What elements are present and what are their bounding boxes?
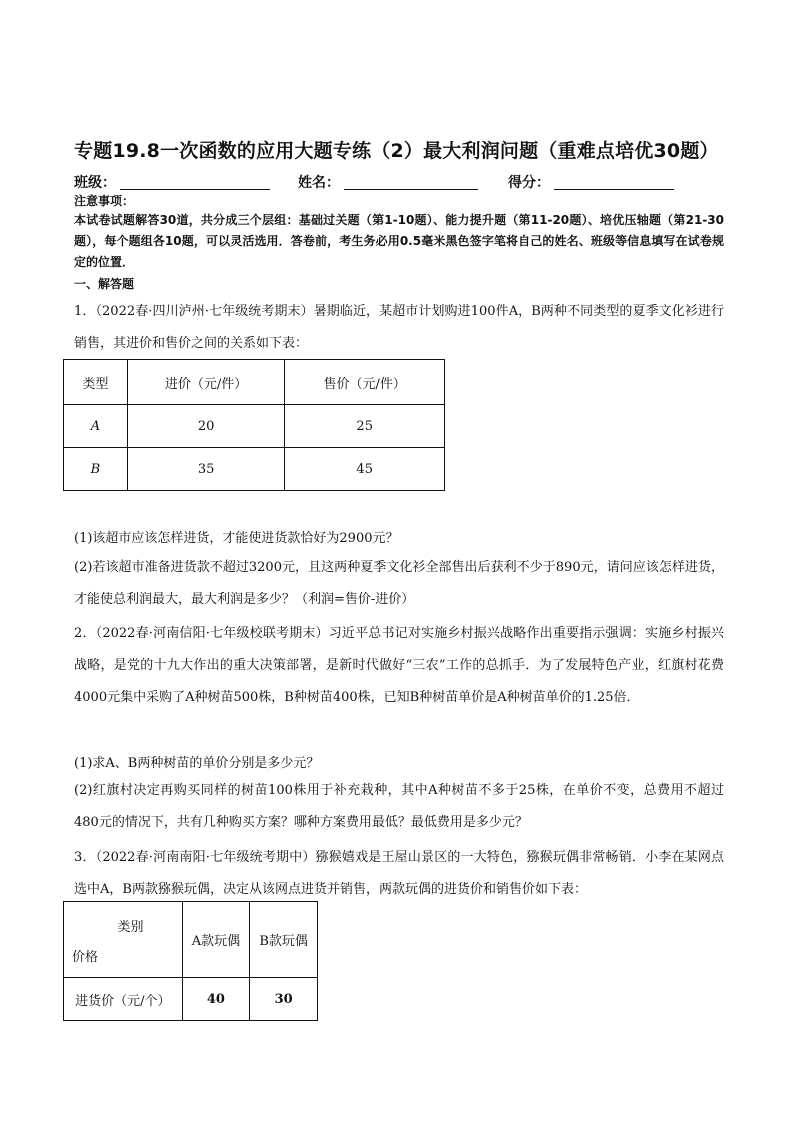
- table-header-cell: 售价（元/件）: [285, 360, 445, 405]
- q3-stem: 3．（2022春·河南南阳·七年级统考期中）猕猴嬉戏是王屋山景区的一大特色，猕猴玩偶非常畅销．小李在某网点选中A，B两款猕猴玩偶，决定从该网点进货并销售，两款玩偶的进货价和销售价如下表：: [74, 850, 724, 897]
- score-blank[interactable]: [554, 175, 674, 190]
- table-cell: 45: [285, 448, 445, 491]
- section-heading: 一、解答题: [74, 277, 135, 291]
- table-corner-cell: [64, 902, 183, 978]
- table-header-cell: 进价（元/件）: [127, 360, 285, 405]
- score-field[interactable]: [508, 172, 674, 192]
- notice-heading: 注意事项：: [74, 194, 135, 208]
- table-cell: 35: [127, 448, 285, 491]
- q2-sub1: (1)求A、B两种树苗的单价分别是多少元？: [74, 756, 320, 771]
- q1-price-table: [63, 359, 445, 491]
- table-cell: A: [64, 405, 128, 448]
- name-blank[interactable]: [344, 175, 478, 190]
- table-row: [64, 405, 445, 448]
- table-header-cell: 类型: [64, 360, 128, 405]
- score-label: 得分：: [508, 175, 550, 191]
- table-header-cell: B款玩偶: [250, 902, 318, 978]
- table-cell: 20: [127, 405, 285, 448]
- table-header-row: [64, 360, 445, 405]
- notice-body: 本试卷试题解答30道，共分成三个层组：基础过关题（第1-10题）、能力提升题（第11-20题）、培优压轴题（第21-30题），每个题组各10题，可以灵活选用．答卷前，考生务必用0.5毫米黑色签字笔将自己的姓名、班级等信息填写在试卷规定的位置．: [74, 213, 724, 269]
- table-cell: 40: [182, 978, 250, 1021]
- table-cell: 30: [250, 978, 318, 1021]
- class-label: 班级：: [74, 175, 116, 191]
- table-row: [64, 448, 445, 491]
- table-header-row: [64, 902, 318, 978]
- table-cell: 进货价（元/个）: [64, 978, 183, 1021]
- q3-price-table: [63, 901, 318, 1021]
- corner-bottom-label: 价格: [72, 950, 99, 965]
- name-field[interactable]: [298, 172, 478, 192]
- page-title: 专题19.8一次函数的应用大题专练（2）最大利润问题（重难点培优30题）: [74, 140, 719, 162]
- class-blank[interactable]: [120, 175, 270, 190]
- table-cell: 25: [285, 405, 445, 448]
- q1-sub2: (2)若该超市准备进货款不超过3200元，且这两种夏季文化衫全部售出后获利不少于890元，请问应该怎样进货，才能使总利润最大，最大利润是多少？（利润=售价-进价）: [74, 560, 724, 607]
- class-field[interactable]: [74, 172, 270, 192]
- q2-stem: 2．（2022春·河南信阳·七年级校联考期末）习近平总书记对实施乡村振兴战略作出重要指示强调：实施乡村振兴战略，是党的十九大作出的重大决策部署，是新时代做好“三农”工作的总抓手．为了发展特色产业，红旗村花费4000元集中采购了A种树苗500株，B种树苗400株，已知B种树苗单价是A种树苗单价的1.25倍．: [74, 626, 724, 705]
- table-row: [64, 978, 318, 1021]
- table-header-cell: A款玩偶: [182, 902, 250, 978]
- q1-sub1: (1)该超市应该怎样进货，才能使进货款恰好为2900元？: [74, 531, 399, 546]
- q2-sub2: (2)红旗村决定再购买同样的树苗100株用于补充栽种，其中A种树苗不多于25株，在单价不变，总费用不超过480元的情况下，共有几种购买方案？哪种方案费用最低？最低费用是多少元？: [74, 783, 724, 830]
- name-label: 姓名：: [298, 175, 340, 191]
- corner-top-label: 类别: [117, 920, 144, 935]
- q1-stem: 1．（2022春·四川泸州·七年级统考期末）暑期临近，某超市计划购进100件A，B两种不同类型的夏季文化衫进行销售，其进价和售价之间的关系如下表：: [74, 304, 724, 351]
- student-info-row: [74, 172, 714, 192]
- table-cell: B: [64, 448, 128, 491]
